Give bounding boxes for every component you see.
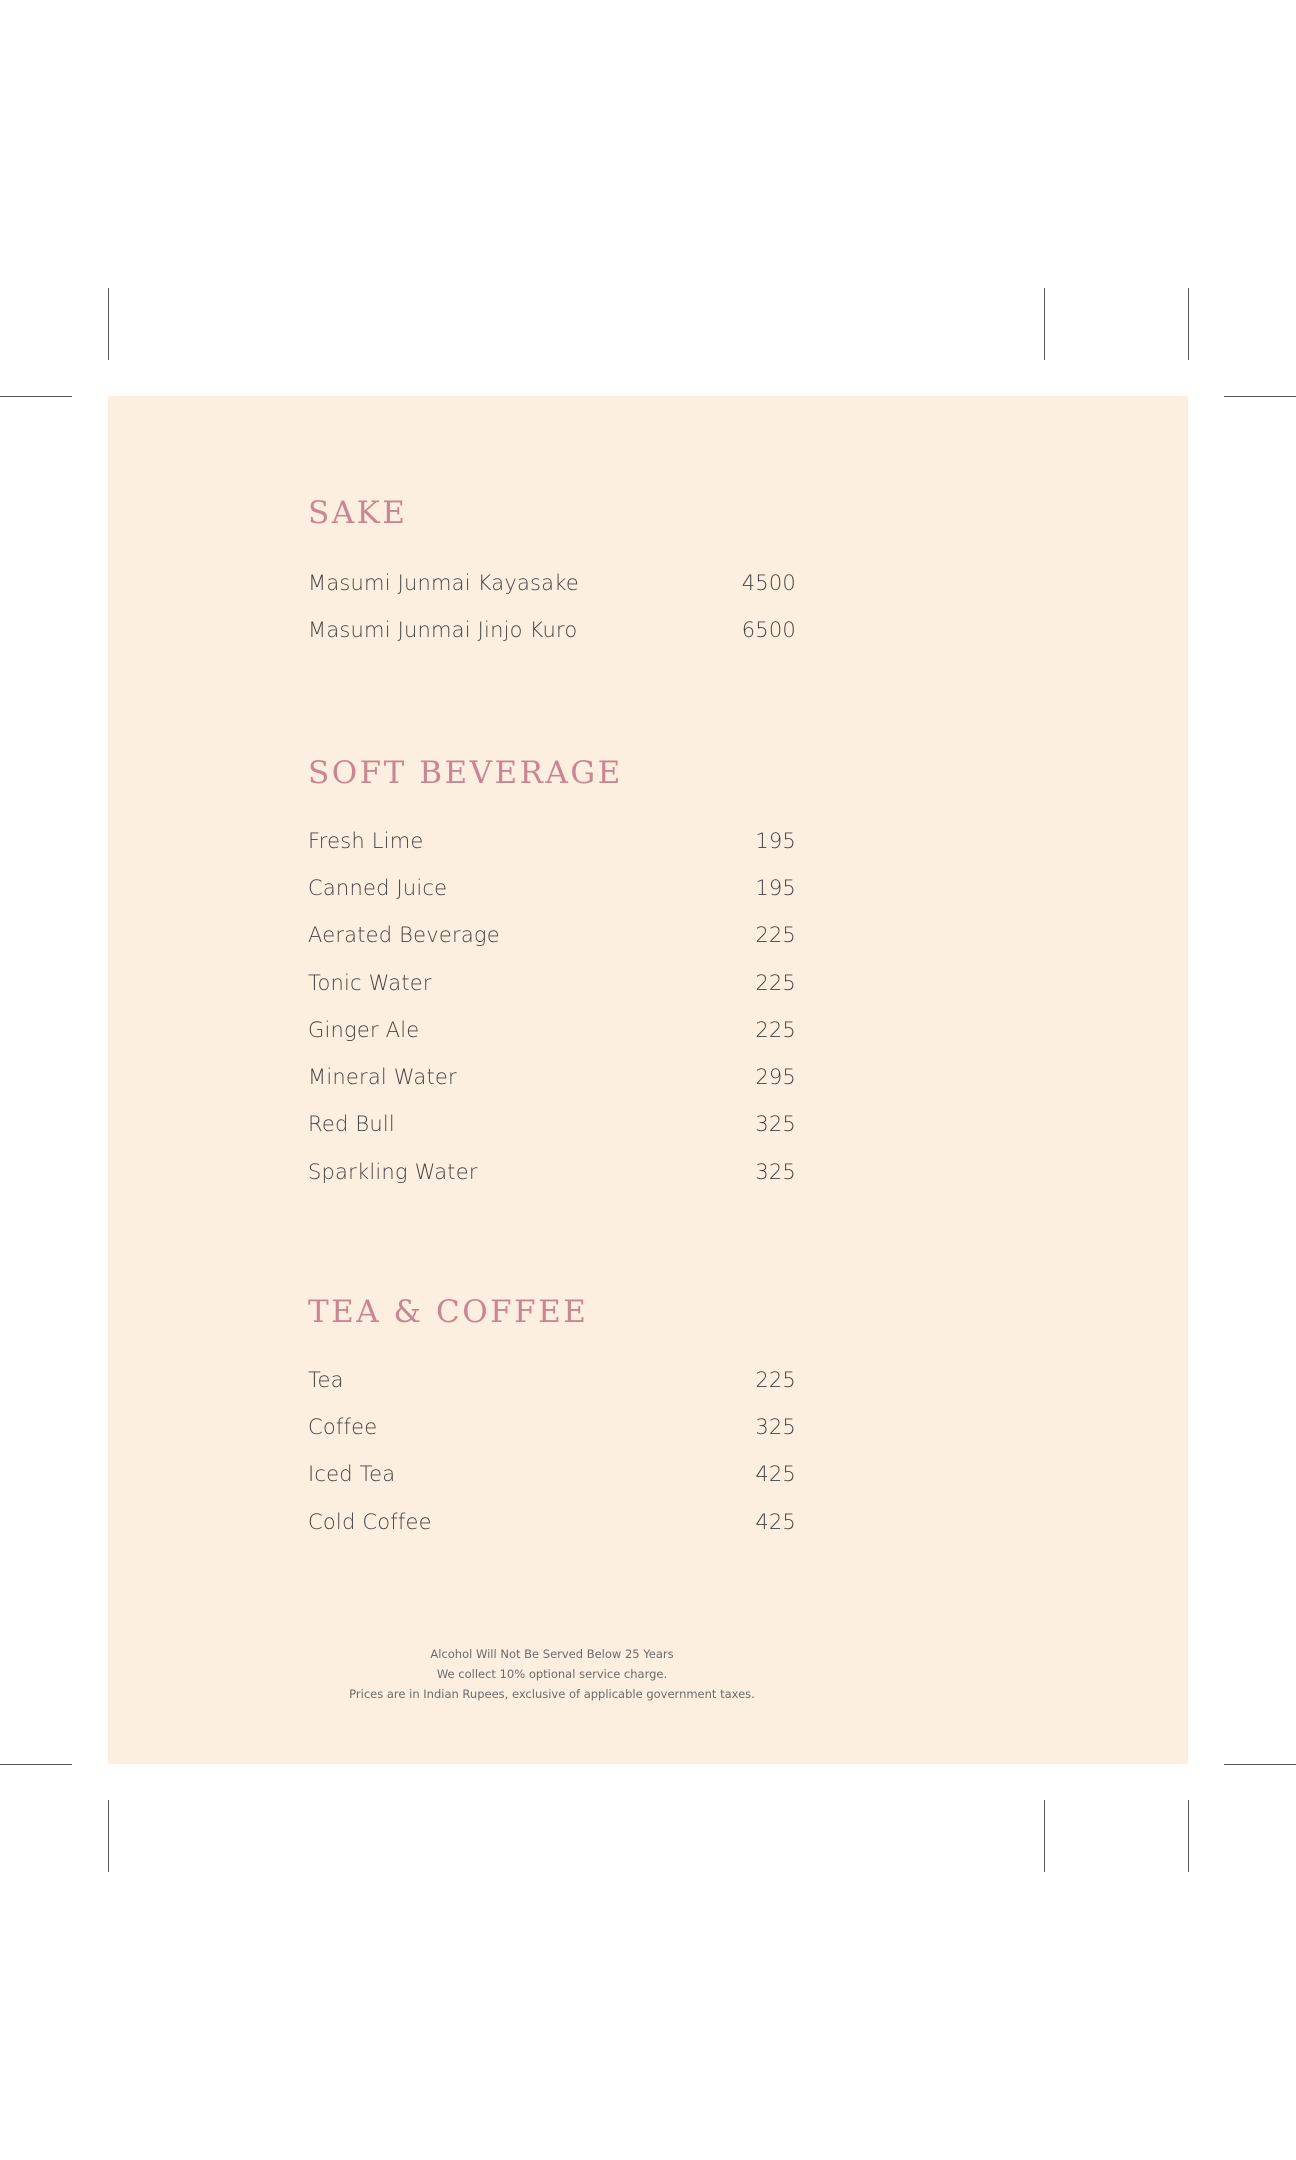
crop-mark — [0, 396, 72, 397]
item-price: 325 — [755, 1159, 796, 1184]
item-price: 195 — [755, 828, 796, 853]
menu-item — [308, 1006, 796, 1053]
item-name: Sparkling Water — [308, 1159, 478, 1184]
menu-list-sake — [308, 559, 796, 654]
item-name: Ginger Ale — [308, 1017, 420, 1042]
service-charge-notice: We collect 10% optional service charge. — [436, 1667, 668, 1681]
crop-mark — [108, 288, 109, 360]
menu-item — [308, 1053, 796, 1100]
item-name: Red Bull — [308, 1112, 395, 1137]
item-name: Canned Juice — [308, 875, 448, 900]
menu-item — [308, 1148, 796, 1195]
menu-item — [308, 559, 796, 606]
item-name: Aerated Beverage — [308, 923, 500, 948]
menu-item — [308, 864, 796, 911]
item-price: 4500 — [741, 570, 796, 595]
item-price: 425 — [755, 1462, 796, 1487]
section-title-soft-beverage: SOFT BEVERAGE — [308, 755, 623, 791]
item-name: Cold Coffee — [308, 1509, 432, 1534]
tax-notice: Prices are in Indian Rupees, exclusive of applicable government taxes. — [349, 1687, 755, 1701]
item-name: Masumi Junmai Kayasake — [308, 570, 579, 595]
item-price: 225 — [755, 1367, 796, 1392]
menu-item — [308, 1451, 796, 1498]
item-name: Fresh Lime — [308, 828, 424, 853]
item-price: 295 — [755, 1065, 796, 1090]
item-price: 425 — [755, 1509, 796, 1534]
menu-list-tea-coffee — [308, 1356, 796, 1545]
crop-mark — [1224, 1764, 1296, 1765]
age-notice: Alcohol Will Not Be Served Below 25 Years — [430, 1647, 674, 1661]
menu-item — [308, 606, 796, 653]
item-price: 6500 — [741, 617, 796, 642]
menu-item — [308, 912, 796, 959]
menu-item — [308, 1101, 796, 1148]
item-price: 325 — [755, 1414, 796, 1439]
menu-page — [108, 396, 1188, 1764]
item-price: 225 — [755, 923, 796, 948]
menu-list-soft-beverage — [308, 817, 796, 1195]
menu-item — [308, 959, 796, 1006]
item-name: Tea — [308, 1367, 344, 1392]
menu-item — [308, 1356, 796, 1403]
menu-item — [308, 1498, 796, 1545]
footer-notes — [108, 1644, 996, 1704]
item-price: 195 — [755, 875, 796, 900]
crop-mark — [1188, 288, 1189, 360]
item-name: Iced Tea — [308, 1462, 396, 1487]
item-price: 225 — [755, 1017, 796, 1042]
crop-mark — [1044, 288, 1045, 360]
menu-item — [308, 817, 796, 864]
item-price: 225 — [755, 970, 796, 995]
crop-mark — [1188, 1800, 1189, 1872]
crop-mark — [1224, 396, 1296, 397]
item-name: Coffee — [308, 1414, 378, 1439]
crop-mark — [1044, 1800, 1045, 1872]
section-title-sake: SAKE — [308, 495, 408, 531]
menu-item — [308, 1403, 796, 1450]
crop-mark — [0, 1764, 72, 1765]
item-name: Tonic Water — [308, 970, 432, 995]
crop-mark — [108, 1800, 109, 1872]
item-name: Masumi Junmai Jinjo Kuro — [308, 617, 578, 642]
item-price: 325 — [755, 1112, 796, 1137]
section-title-tea-coffee: TEA & COFFEE — [308, 1294, 589, 1330]
item-name: Mineral Water — [308, 1065, 457, 1090]
